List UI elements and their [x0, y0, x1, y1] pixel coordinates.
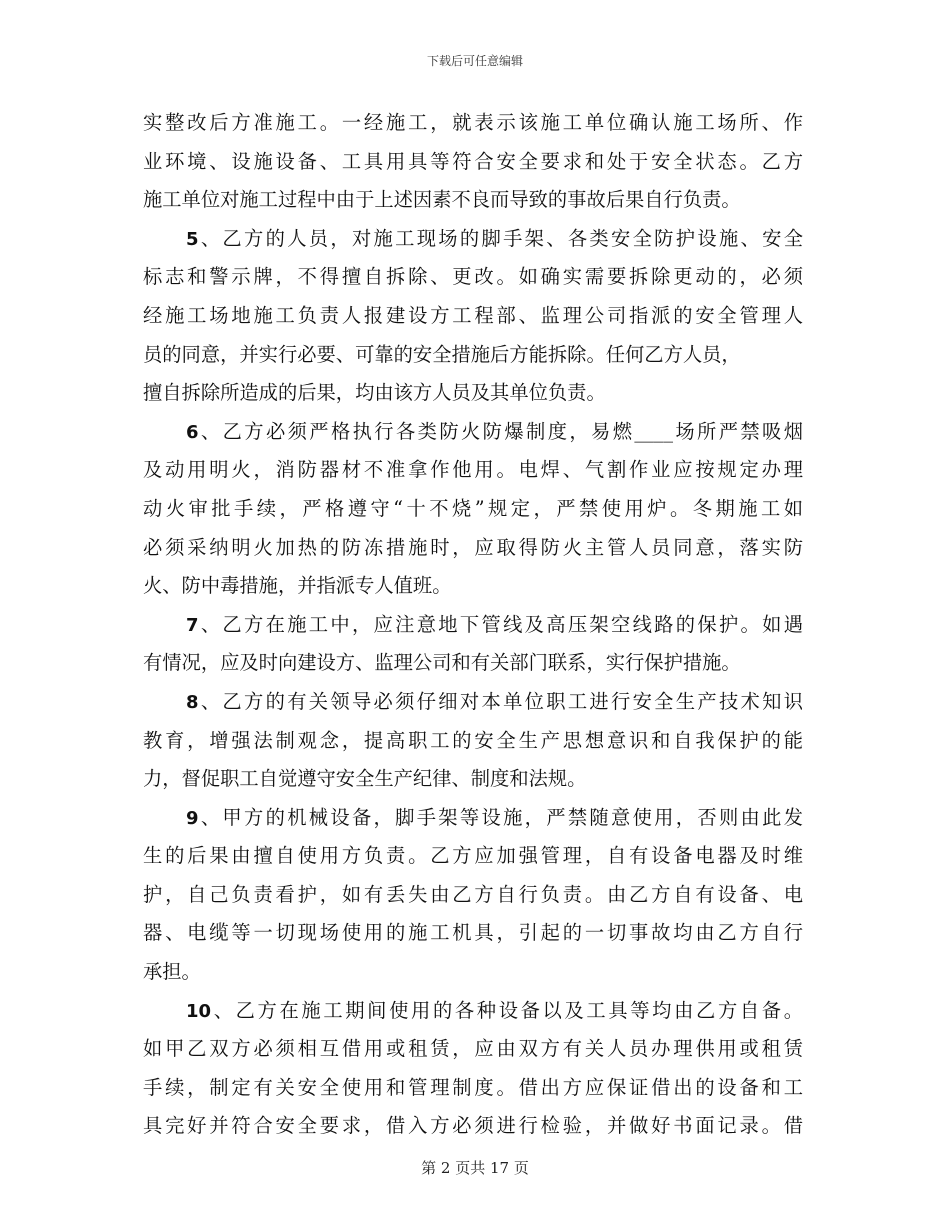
clause-8: [143, 683, 803, 799]
clause-text: 、乙方在施工中，应注意地下管线及高压架空线路的保护。如遇: [198, 612, 803, 636]
clause-text: 、乙方的人员，对施工现场的脚手架、各类安全防护设施、安全: [198, 226, 803, 250]
text-line: 员的同意，并实行必要、可靠的安全措施后方能拆除。任何乙方人员，: [143, 342, 741, 366]
clause-7: [143, 606, 803, 683]
text-line: 护，自己负责看护，如有丢失由乙方自行负责。由乙方自有设备、电: [143, 882, 803, 906]
text-line: [143, 220, 803, 259]
text-line: [143, 799, 803, 838]
clause-text: 、甲方的机械设备，脚手架等设施，严禁随意使用，否则由此发: [198, 805, 803, 829]
text-line: 有情况，应及时向建设方、监理公司和有关部门联系，实行保护措施。: [143, 651, 741, 675]
text-line: 火、防中毒措施，并指派专人值班。: [143, 574, 452, 598]
page-header: 下载后可任意编辑: [426, 54, 523, 68]
text-line: 标志和警示牌，不得擅自拆除、更改。如确实需要拆除更动的，必须: [143, 265, 803, 289]
clause-text: 、乙方的有关领导必须仔细对本单位职工进行安全生产技术知识: [198, 689, 803, 713]
text-line: 实整改后方准施工。一经施工，就表示该施工单位确认施工场所、作: [143, 111, 803, 134]
clause-6: [143, 413, 803, 606]
text-line: 承担。: [143, 960, 201, 984]
text-line: 具完好并符合安全要求，借入方必须进行检验，并做好书面记录。借: [143, 1114, 803, 1138]
text-line: 施工单位对施工过程中由于上述因素不良而导致的事故后果自行负责。: [143, 188, 741, 212]
text-line: 力，督促职工自觉遵守安全生产纪律、制度和法规。: [143, 767, 587, 791]
text-line: 业环境、设施设备、工具用具等符合安全要求和处于安全状态。乙方: [143, 149, 803, 173]
text-line: 及动用明火，消防器材不准拿作他用。电焊、气割作业应按规定办理: [143, 458, 803, 482]
clause-text: 、乙方必须严格执行各类防火防爆制度，易燃____场所严禁吸烟: [198, 419, 803, 443]
clause-text: 、乙方在施工期间使用的各种设备以及工具等均由乙方自备。: [211, 998, 803, 1022]
text-line: 经施工场地施工负责人报建设方工程部、监理公司指派的安全管理人: [143, 303, 803, 327]
text-line: 必须采纳明火加热的防冻措施时，应取得防火主管人员同意，落实防: [143, 535, 803, 559]
clause-9: [143, 799, 803, 992]
clause-number: 5: [186, 228, 199, 250]
text-line: [143, 992, 803, 1031]
clause-number: 6: [186, 421, 199, 443]
text-line: 教育，增强法制观念，提高职工的安全生产思想意识和自我保护的能: [143, 728, 803, 752]
text-line: 器、电缆等一切现场使用的施工机具，引起的一切事故均由乙方自行: [143, 921, 803, 945]
text-line: [143, 413, 803, 452]
clause-5: [143, 220, 803, 413]
page-footer: 第 2 页共 17 页: [421, 1159, 529, 1177]
clause-number: 10: [186, 1000, 212, 1022]
clause-number: 9: [186, 807, 199, 829]
clause-number: 8: [186, 691, 199, 713]
text-line: 如甲乙双方必须相互借用或租赁，应由双方有关人员办理供用或租赁: [143, 1037, 803, 1061]
text-line: 擅自拆除所造成的后果，均由该方人员及其单位负责。: [143, 381, 606, 405]
text-line: 生的后果由擅自使用方负责。乙方应加强管理，自有设备电器及时维: [143, 844, 803, 868]
text-line: 手续，制定有关安全使用和管理制度。借出方应保证借出的设备和工: [143, 1075, 803, 1099]
clause-number: 7: [186, 614, 199, 636]
text-line: 动火审批手续，严格遵守“十不烧”规定，严禁使用炉。冬期施工如: [143, 496, 803, 520]
text-line: [143, 606, 803, 645]
clause-10: [143, 992, 803, 1146]
paragraph-continuation: [143, 104, 803, 220]
text-line: [143, 683, 803, 722]
document-body: [143, 104, 803, 1146]
